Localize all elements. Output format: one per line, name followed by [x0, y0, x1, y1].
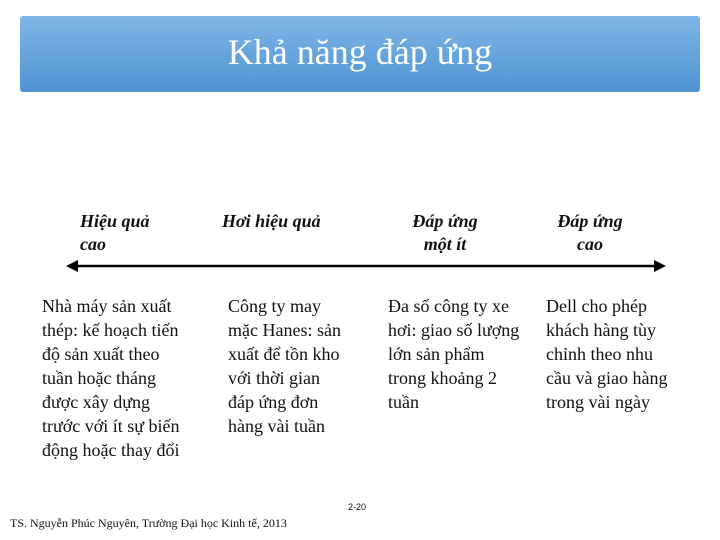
header-responsive-high: Đáp ứng cao: [557, 211, 623, 254]
double-arrow-icon: [66, 260, 666, 272]
header-somewhat-efficient: Hơi hiệu quả: [222, 211, 321, 231]
slide-title: Khả năng đáp ứng: [227, 32, 493, 72]
example-automakers: Đa số công ty xe hơi: giao số lượng lớn sản phẩm trong khoảng 2 tuần: [388, 296, 520, 412]
example-steel-mill: Nhà máy sản xuất thép: kế hoạch tiến độ sản xuất theo tuần hoặc tháng được xây dựng trước với ít sự biến động hoặc thay đổi: [42, 296, 180, 460]
example-hanes: Công ty may mặc Hanes: sản xuất để tồn kho với thời gian đáp ứng đơn hàng vài tuần: [228, 296, 341, 436]
header-somewhat-responsive: Đáp ứng một ít: [412, 211, 478, 254]
footer-credit: TS. Nguyễn Phúc Nguyên, Trường Đại học Kinh tế, 2013: [10, 516, 287, 530]
header-efficient-high: Hiệu quả cao: [80, 211, 150, 254]
example-dell: Dell cho phép khách hàng tùy chỉnh theo nhu cầu và giao hàng trong vài ngày: [546, 296, 668, 412]
page-number: 2-20: [348, 502, 367, 512]
